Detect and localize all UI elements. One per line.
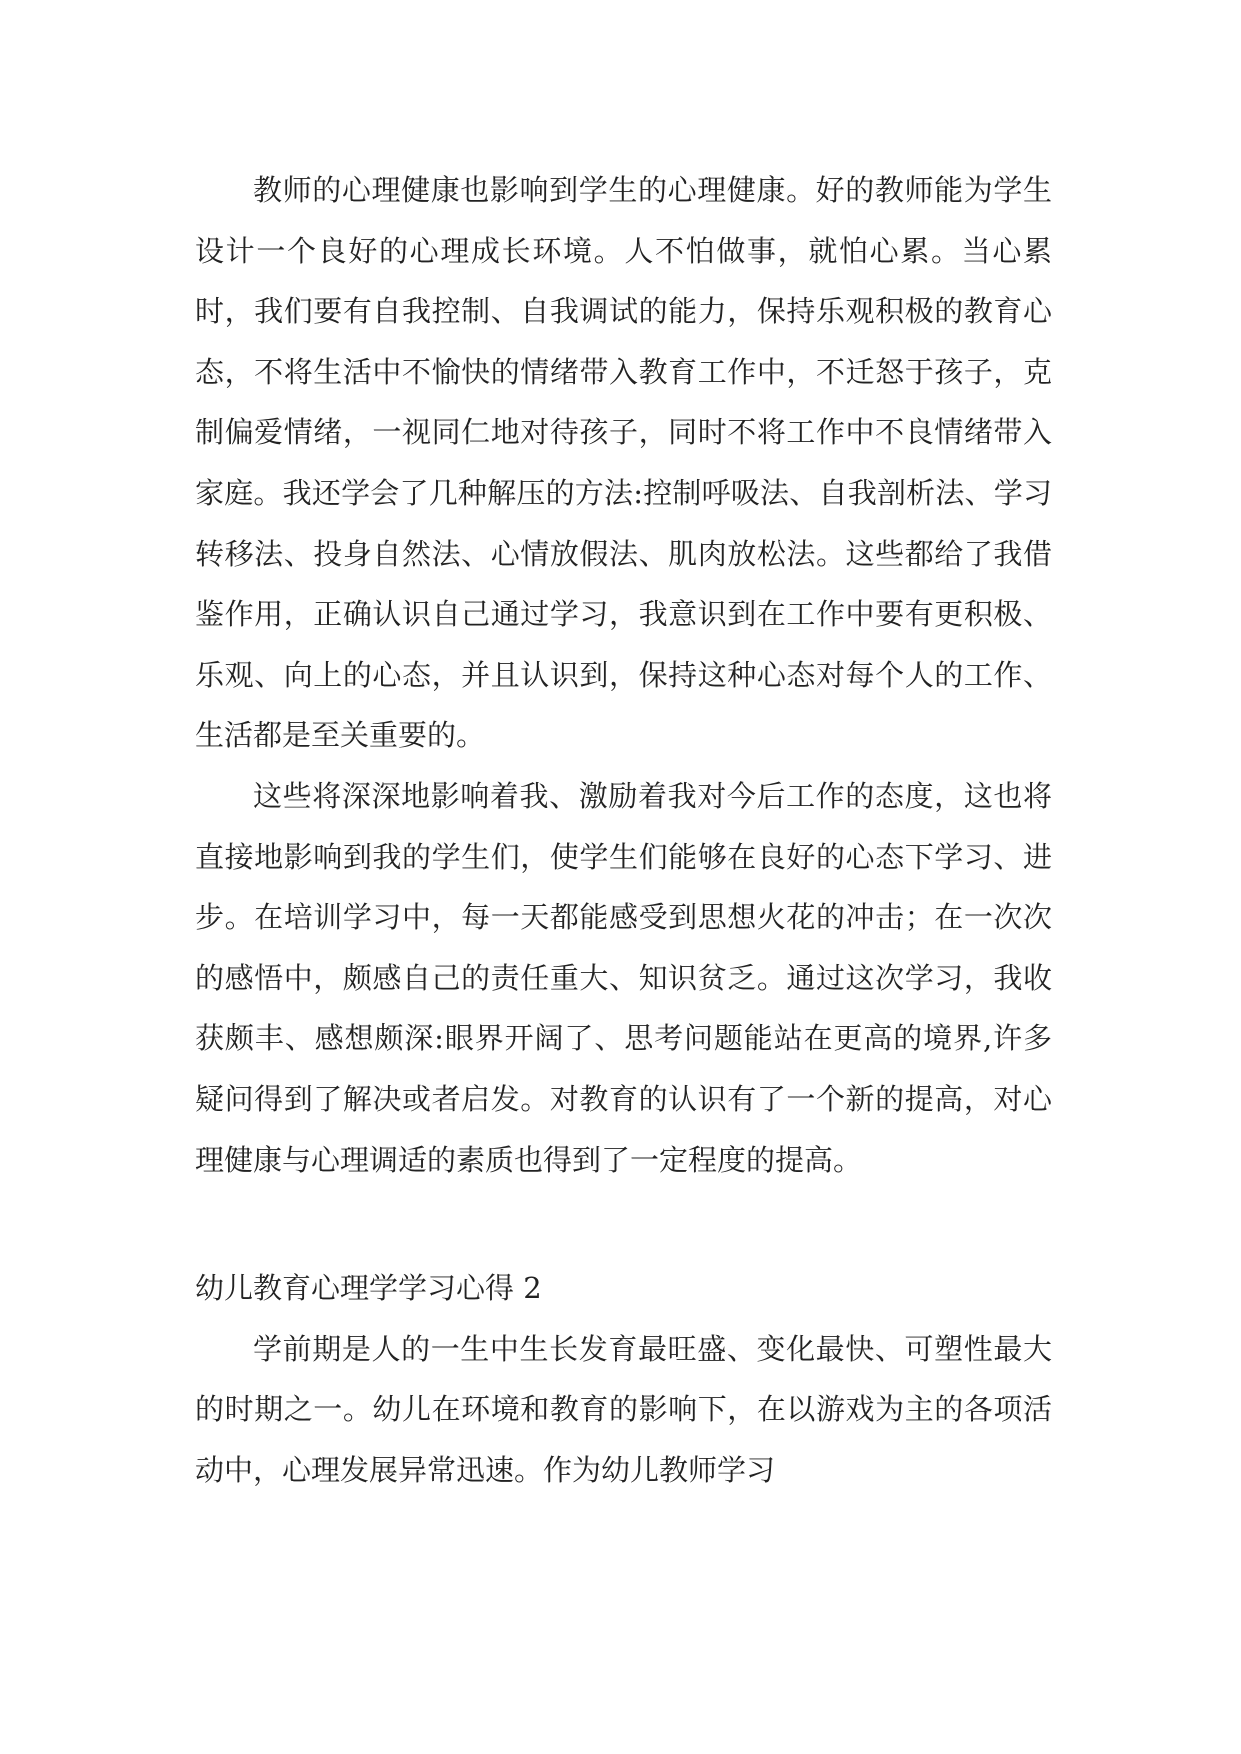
body-paragraph-1: 教师的心理健康也影响到学生的心理健康。好的教师能为学生设计一个良好的心理成长环境。人不怕做事，就怕心累。当心累时，我们要有自我控制、自我调试的能力，保持乐观积极的教育心态，不将生活中不愉快的情绪带入教育工作中，不迁怒于孩子，克制偏爱情绪，一视同仁地对待孩子，同时不将工作中不良情绪带入家庭。我还学会了几种解压的方法:控制呼吸法、自我剖析法、学习转移法、投身自然法、心情放假法、肌肉放松法。这些都给了我借鉴作用，正确认识自己通过学习，我意识到在工作中要有更积极、乐观、向上的心态，并且认识到，保持这种心态对每个人的工作、生活都是至关重要的。	[195, 173, 1052, 753]
document-body	[195, 160, 1052, 1500]
section-heading: 幼儿教育心理学学习心得 2	[195, 1271, 542, 1306]
body-paragraph-2: 这些将深深地影响着我、激励着我对今后工作的态度，这也将直接地影响到我的学生们，使学生们能够在良好的心态下学习、进步。在培训学习中，每一天都能感受到思想火花的冲击；在一次次的感悟中，颇感自己的责任重大、知识贫乏。通过这次学习，我收获颇丰、感想颇深:眼界开阔了、思考问题能站在更高的境界,许多疑问得到了解决或者启发。对教育的认识有了一个新的提高，对心理健康与心理调适的素质也得到了一定程度的提高。	[195, 778, 1052, 1177]
section-paragraph-1: 学前期是人的一生中生长发育最旺盛、变化最快、可塑性最大的时期之一。幼儿在环境和教育的影响下，在以游戏为主的各项活动中，心理发展异常迅速。作为幼儿教师学习	[195, 1331, 1052, 1487]
